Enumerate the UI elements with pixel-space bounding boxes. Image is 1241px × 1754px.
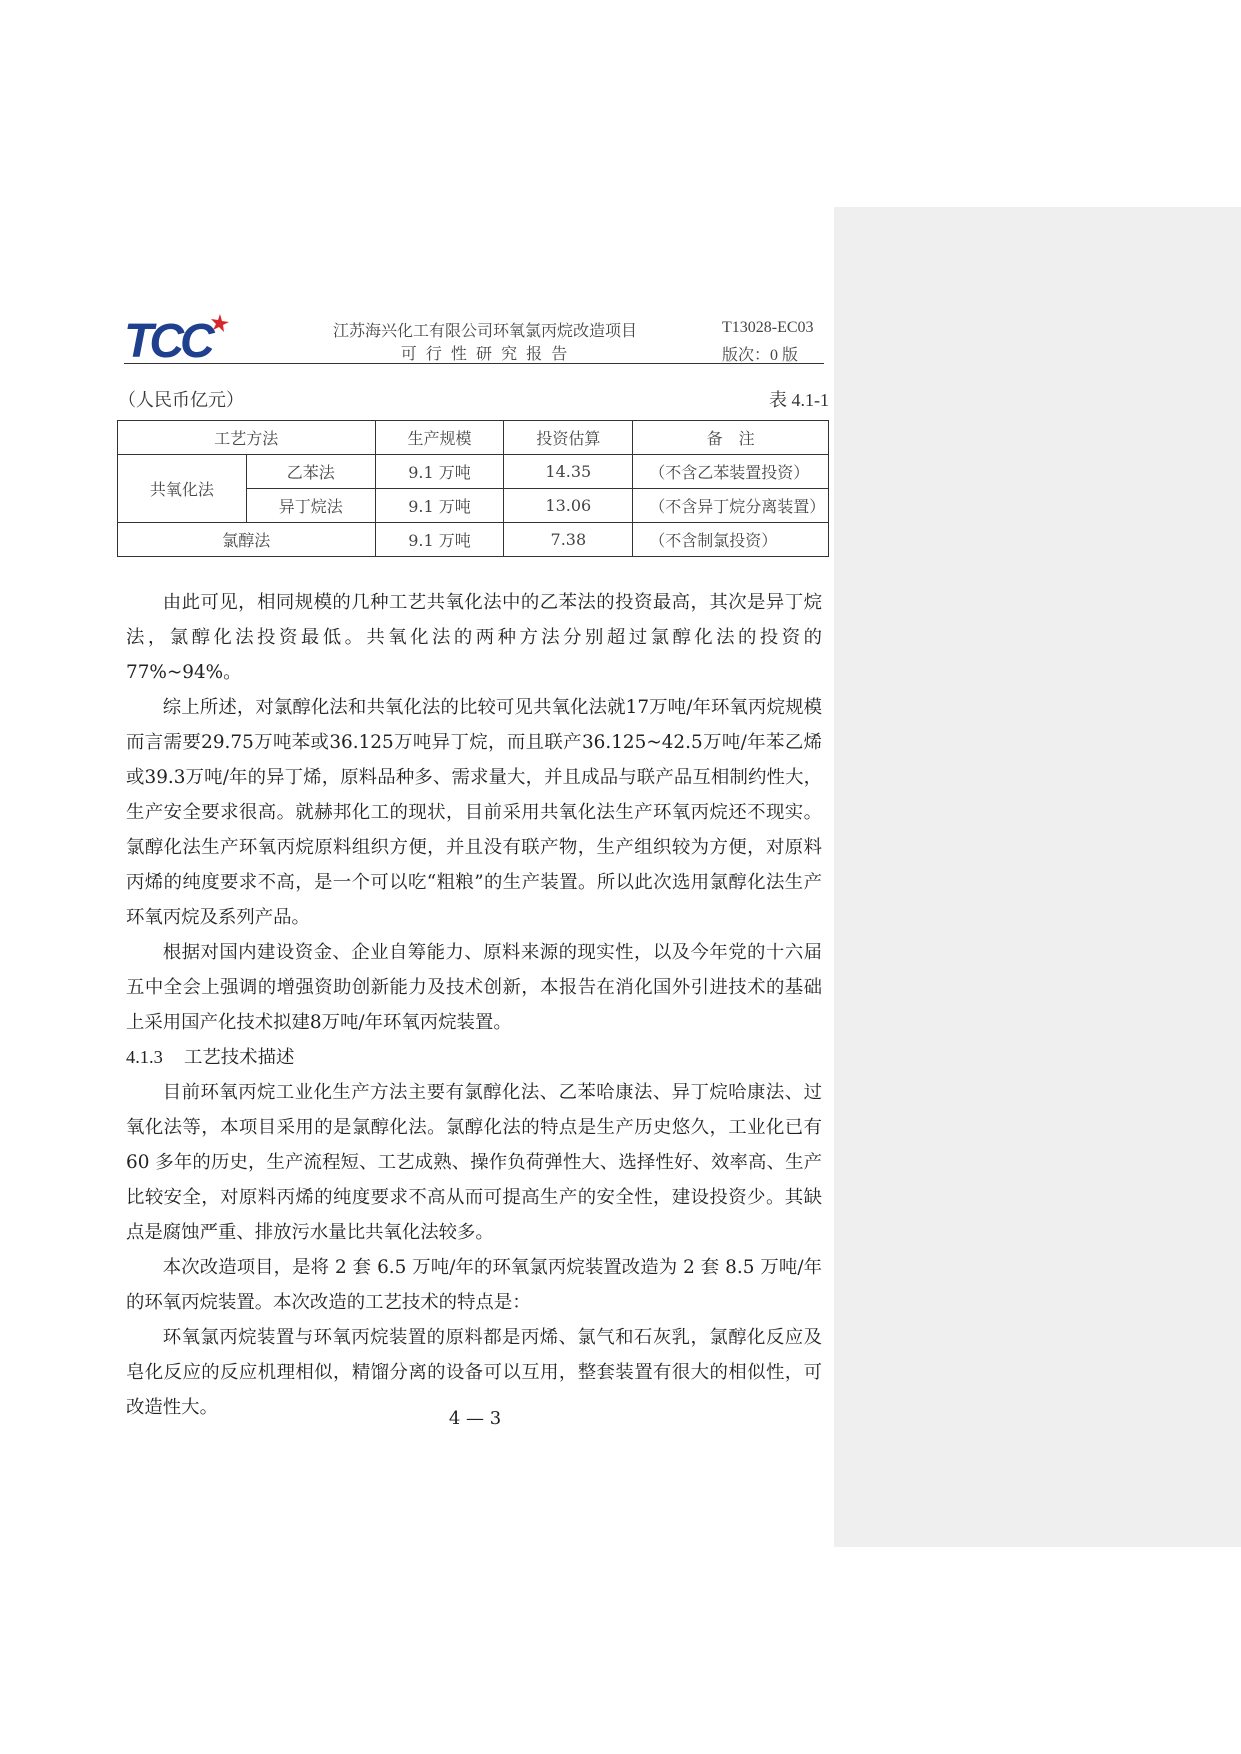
paragraph: 本次改造项目，是将 2 套 6.5 万吨/年的环氧氯丙烷装置改造为 2 套 8.5 万吨/年的环氧丙烷装置。本次改造的工艺技术的特点是： bbox=[126, 1257, 822, 1313]
header-version: 版次：0 版 bbox=[722, 347, 799, 364]
cell-scale: 9.1 万吨 bbox=[375, 523, 504, 557]
th-scale: 生产规模 bbox=[375, 421, 504, 455]
cell-method: 异丁烷法 bbox=[246, 489, 375, 523]
cell-invest: 13.06 bbox=[504, 489, 633, 523]
section-title: 工艺技术描述 bbox=[184, 1047, 295, 1068]
cell-method: 氯醇法 bbox=[118, 523, 376, 557]
body-text bbox=[126, 585, 822, 1425]
tcc-logo bbox=[124, 312, 234, 364]
cell-note: （不含异丁烷分离装置） bbox=[633, 489, 829, 523]
cell-note: （不含制氯投资） bbox=[633, 523, 829, 557]
table-row bbox=[118, 523, 829, 557]
table-header-row bbox=[118, 421, 829, 455]
paragraph: 综上所述，对氯醇化法和共氧化法的比较可见共氧化法就17万吨/年环氧丙烷规模而言需要29.75万吨苯或36.125万吨异丁烷，而且联产36.125~42.5万吨/年苯乙烯或39.3万吨/年的异丁烯，原料品种多、需求量大，并且成品与联产品互相制约性大，生产安全要求很高。就赫邦化工的现状，目前采用共氧化法生产环氧丙烷还不现实。氯醇化法生产环氧丙烷原料组织方便，并且没有联产物，生产组织较为方便，对原料丙烯的纯度要求不高，是一个可以吃“粗粮”的生产装置。所以此次选用氯醇化法生产环氧丙烷及系列产品。 bbox=[126, 697, 822, 928]
header-doc-number: T13028-EC03 bbox=[722, 319, 814, 336]
cell-invest: 14.35 bbox=[504, 455, 633, 489]
header-report-type: 可 行 性 研 究 报 告 bbox=[400, 344, 570, 363]
header-rule bbox=[124, 363, 824, 364]
group-label: 共氧化法 bbox=[118, 455, 247, 523]
table-row bbox=[118, 455, 829, 489]
comment-margin-panel bbox=[834, 207, 1241, 1547]
paragraph: 环氧氯丙烷装置与环氧丙烷装置的原料都是丙烯、氯气和石灰乳，氯醇化反应及皂化反应的反应机理相似，精馏分离的设备可以互用，整套装置有很大的相似性，可改造性大。 bbox=[126, 1327, 822, 1418]
table-unit: （人民币亿元） bbox=[118, 390, 244, 411]
cell-method: 乙苯法 bbox=[246, 455, 375, 489]
section-heading bbox=[126, 1040, 822, 1075]
page-number: 4 — 3 bbox=[448, 1408, 502, 1429]
th-method: 工艺方法 bbox=[118, 421, 376, 455]
table-id: 表 4.1-1 bbox=[769, 390, 829, 410]
investment-comparison-table bbox=[117, 420, 829, 557]
cell-scale: 9.1 万吨 bbox=[375, 455, 504, 489]
header-company-project: 江苏海兴化工有限公司环氧氯丙烷改造项目 bbox=[332, 321, 637, 340]
th-invest: 投资估算 bbox=[504, 421, 633, 455]
cell-scale: 9.1 万吨 bbox=[375, 489, 504, 523]
paragraph: 由此可见，相同规模的几种工艺共氧化法中的乙苯法的投资最高，其次是异丁烷法，氯醇化法投资最低。共氧化法的两种方法分别超过氯醇化法的投资的77%~94%。 bbox=[126, 592, 822, 683]
cell-invest: 7.38 bbox=[504, 523, 633, 557]
section-number: 4.1.3 bbox=[126, 1047, 163, 1067]
logo-star-icon bbox=[211, 314, 229, 332]
paragraph: 目前环氧丙烷工业化生产方法主要有氯醇化法、乙苯哈康法、异丁烷哈康法、过氧化法等，本项目采用的是氯醇化法。氯醇化法的特点是生产历史悠久，工业化已有 60 多年的历史，生产流程短、工艺成熟、操作负荷弹性大、选择性好、效率高、生产比较安全，对原料丙烯的纯度要求不高从而可提高生产的安全性，建设投资少。其缺点是腐蚀严重、排放污水量比共氧化法较多。 bbox=[126, 1082, 822, 1243]
paragraph: 根据对国内建设资金、企业自筹能力、原料来源的现实性，以及今年党的十六届五中全会上强调的增强资助创新能力及技术创新，本报告在消化国外引进技术的基础上采用国产化技术拟建8万吨/年环氧丙烷装置。 bbox=[126, 942, 822, 1033]
cell-note: （不含乙苯装置投资） bbox=[633, 455, 829, 489]
logo-text: TCC bbox=[124, 315, 211, 364]
th-note: 备 注 bbox=[633, 421, 829, 455]
